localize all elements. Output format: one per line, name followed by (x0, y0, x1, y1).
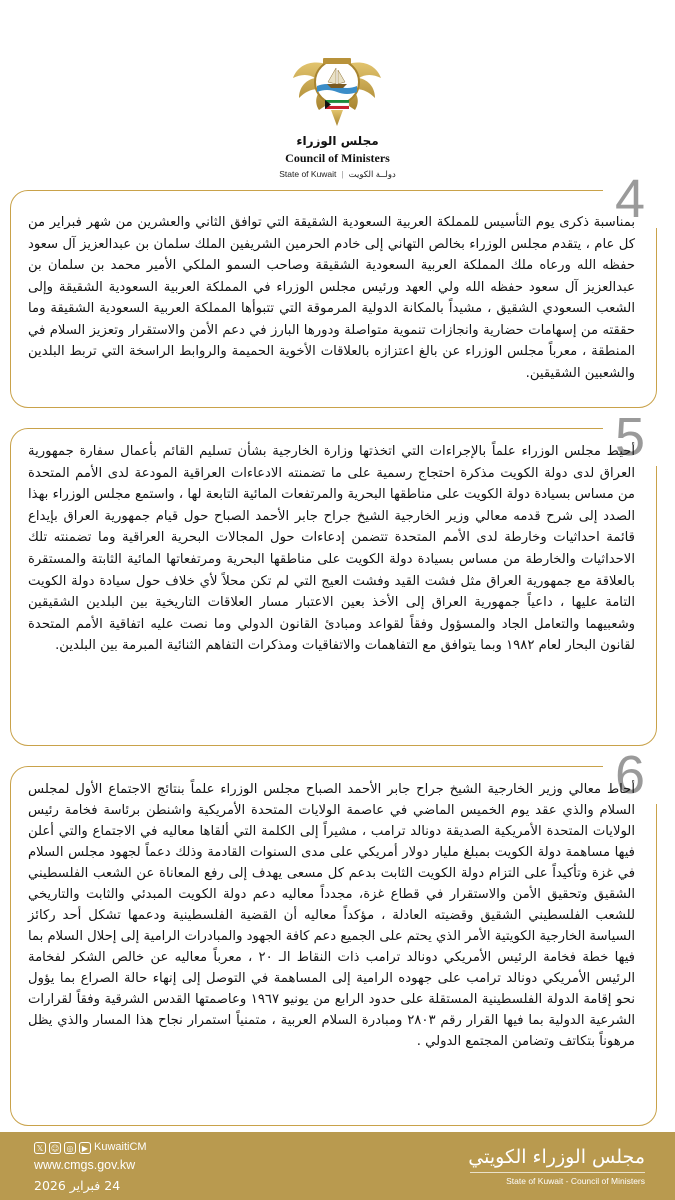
footer (0, 1132, 675, 1200)
state-ar: دولــة الكويت (348, 169, 396, 179)
youtube-icon[interactable]: ▶ (79, 1142, 91, 1154)
publish-date: 24 فبراير 2026 (34, 1178, 121, 1193)
section-number: 4 (603, 170, 657, 228)
section-text: أحيط مجلس الوزراء علماً بالإجراءات التي اتخذتها وزارة الخارجية بشأن تسليم القائم بأعمال سفارة جمهورية العراق لدى دولة الكويت مذكرة احتجاج رسمية على ما تضمنته الادعاءات العراقية المودعة لدى الأمم المتحدة من مساس بسيادة دولة الكويت على مناطقها البحرية والمرتفعات المائية التابعة لها ، واستمع مجلس الوزراء بهذا الصدد إلى شرح قدمه معالي وزير الخارجية الشيخ جراح جابر الأحمد الصباح حول قيام جمهورية العراق بإيداع قائمة احداثيات وخارطة لدى الأمم المتحدة تتضمن إدعاءات حول المجالات البحرية العراقية وما تضمنته تلك الاحداثيات والخارطة من مساس بسيادة دولة الكويت على مناطقها البحرية ومرتفعاتها المائية الثابتة والمستقرة بالعلاقة مع جمهورية العراق مثل فشت القيد وفشت العيج التي لم تكن محلاً لأي خلاف حول سيادة دولة الكويت التامة عليها ، داعياً جمهورية العراق إلى الأخذ بعين الاعتبار مسار العلاقات التاريخية بين البلدين الشقيقين وشعبيهما والتعامل الجاد والمسؤول وفقاً لقواعد ومبادئ القانون الدولي وما نصت عليه اتفاقية الأمم المتحدة لقانون البحار لعام ١٩٨٢ وبما يتوافق مع التفاهمات والاتفاقيات ومذكرات التفاهم الثنائية المبرمة بين البلدين. (28, 444, 635, 654)
section-number: 5 (603, 408, 657, 466)
state-en: State of Kuwait (279, 169, 337, 179)
section-text: أحاط معالي وزير الخارجية الشيخ جراح جابر الأحمد الصباح مجلس الوزراء علماً بنتائج الاجتماع الأول لمجلس السلام والذي عقد يوم الخميس الماضي في عاصمة الولايات المتحدة الأمريكية واشنطن برئاسة فخامة رئيس الولايات المتحدة الأمريكية الصديقة دونالد ترامب ، مشيراً إلى الكلمة التي ألقاها معاليه في الاجتماع والتي أعلن فيها مساهمة دولة الكويت بمبلغ مليار دولار أمريكي على مدى السنوات القادمة وذلك دعماً لجهود مجلس السلام في غزة وتأكيداً على التزام دولة الكويت الثابت بدعم كل مسعى يهدف إلى رفع المعاناة عن الشعب الفلسطيني الشقيق وتحقيق الأمن والاستقرار في قطاع غزة، مجدداً معاليه دعم دولة الكويت المبدئي والثابت والتاريخي للشعب الفلسطيني الشقيق وقضيته العادلة ، مؤكداً معاليه أن القضية الفلسطينية ودعمها تشكل أحد ركائز السياسة الخارجية الكويتية الأمر الذي يحتم على الجميع دعم كافة الجهود والمبادرات الرامية إلى إحلال السلام بما فيها خطة فخامة الرئيس الأمريكي دونالد ترامب ذات النقاط الـ ٢٠ ، معرباً معاليه عن خالص الشكر لفخامة الرئيس الأمريكي دونالد ترامب على جهوده الرامية إلى المساهمة في التوصل إلى إنهاء حالة الصراع بما يؤول نحو إقامة الدولة الفلسطينية المستقلة على حدود الرابع من يونيو ١٩٦٧ وعاصمتها القدس الشرقية وفقاً لقرارات الشرعية الدولية بما فيها القرار رقم ٢٨٠٣ ومبادرة السلام العربية ، متمنياً استمرار نجاح هذا المسار والذي يظل مرهوناً بتكاتف وتضامن المجتمع الدولي . (28, 782, 636, 1049)
kuwait-emblem-icon (287, 38, 387, 130)
header (0, 0, 675, 195)
section-6 (10, 745, 657, 1126)
snapchat-icon[interactable]: ☺ (50, 1144, 60, 1153)
social-icons (34, 1142, 91, 1156)
header-title-ar: مجلس الوزراء (296, 134, 379, 148)
website-link[interactable]: www.cmgs.gov.kw (34, 1158, 136, 1172)
footer-logo-ar: مجلس الوزراء الكويتي (468, 1146, 645, 1168)
header-subtitle: State of Kuwait | دولــة الكويت (279, 169, 396, 179)
section-5 (10, 407, 657, 746)
header-title-en: Council of Ministers (285, 151, 390, 165)
section-text: بمناسبة ذكرى يوم التأسيس للمملكة العربية السعودية الشقيقة التي توافق الثاني والعشرين من شهر فبراير من كل عام ، يتقدم مجلس الوزراء بخالص التهاني إلى خادم الحرمين الشريفين الملك سلمان بن عبدالعزيز آل سعود حفظه الله ورعاه ملك المملكة العربية السعودية الشقيقة وصاحب السمو الملكي الأمير محمد بن سلمان بن عبدالعزيز آل سعود حفظه الله ولي العهد ورئيس مجلس الوزراء في المملكة العربية السعودية الشقيقة وإلى الشعب السعودي الشقيق ، مشيداً بالمكانة الدولية المرموقة التي تتبوأها المملكة العربية السعودية الشقيقة وما حققته من إسهامات حضارية وانجازات تنموية متواصلة ودورها البارز في دعم الأمن والاستقرار وتعزيز السلام في المنطقة ، معرباً مجلس الوزراء عن بالغ اعتزازه بالعلاقات الأخوية الحميمة والروابط الراسخة التي تربط البلدين والشعبين الشقيقين. (28, 215, 635, 381)
footer-logo-divider (470, 1172, 645, 1173)
footer-logo-en: State of Kuwait - Council of Ministers (506, 1176, 645, 1186)
instagram-icon[interactable]: ◎ (64, 1142, 76, 1154)
section-number: 6 (603, 746, 657, 804)
x-icon[interactable]: 𝕏 (34, 1142, 46, 1154)
social-handle[interactable]: KuwaitiCM (94, 1141, 147, 1153)
